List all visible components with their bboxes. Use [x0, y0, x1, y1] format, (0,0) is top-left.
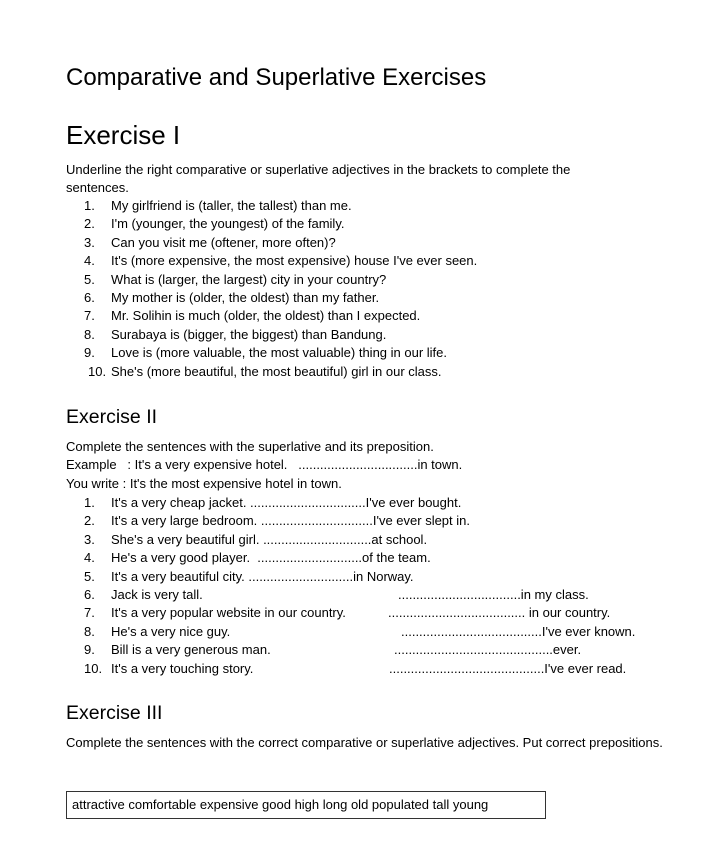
list-item [66, 660, 706, 678]
item-sentence: It's a very touching story. [111, 660, 254, 676]
item-sentence: It's a very popular website in our country. [111, 605, 346, 621]
exercise-3-instruction: Complete the sentences with the correct comparative or superlative adjectives. Put correct prepositions. [66, 735, 663, 750]
list-item [66, 344, 477, 362]
item-text: My girlfriend is (taller, the tallest) than me. [111, 198, 352, 213]
list-item [66, 494, 706, 512]
list-item [66, 531, 706, 549]
item-number: 8. [84, 623, 95, 639]
item-answer-blank: ..............................at school. [263, 531, 428, 547]
item-number: 2. [84, 216, 95, 232]
exercise-3-heading: Exercise III [66, 702, 163, 724]
list-item [66, 549, 706, 567]
list-item [66, 326, 477, 344]
list-item [66, 215, 477, 233]
item-number: 7. [84, 605, 95, 621]
item-text: What is (larger, the largest) city in your country? [111, 271, 387, 287]
word-box: attractive comfortable expensive good high long old populated tall young [66, 791, 546, 819]
list-item [66, 271, 477, 289]
list-item [66, 363, 477, 381]
item-number: 9. [84, 642, 95, 658]
exercise-1-instruction: Underline the right comparative or superlative adjectives in the brackets to complete the sentences. [66, 162, 571, 196]
item-number: 5. [84, 271, 95, 287]
item-answer-blank: ............................................ever. [394, 642, 582, 658]
item-number: 9. [84, 345, 95, 361]
item-answer-blank: ..................................in my class. [398, 586, 589, 602]
item-number: 1. [84, 495, 95, 510]
item-number: 10. [88, 363, 107, 379]
item-number: 3. [84, 531, 95, 547]
item-sentence: It's a very cheap jacket. [111, 495, 251, 510]
item-number: 4. [84, 550, 95, 566]
list-item [66, 234, 477, 252]
list-item [66, 512, 706, 530]
item-number: 10. [84, 660, 103, 676]
list-item [66, 252, 477, 270]
item-number: 1. [84, 198, 95, 213]
item-text: It's (more expensive, the most expensive) house I've ever seen. [111, 253, 478, 269]
item-text: Mr. Solihin is much (older, the oldest) than I expected. [111, 308, 421, 324]
list-item [66, 604, 706, 622]
list-item [66, 289, 477, 307]
item-answer-blank: ...................................... in our country. [388, 605, 611, 621]
item-text: Surabaya is (bigger, the biggest) than Bandung. [111, 326, 387, 342]
item-number: 8. [84, 326, 95, 342]
item-text: Can you visit me (oftener, more often)? [111, 234, 336, 250]
exercise-2-you-write: You write : It's the most expensive hotel in town. [66, 475, 342, 491]
exercise-2-list [66, 494, 706, 678]
exercise-1-list [66, 197, 477, 381]
item-sentence: It's a very beautiful city. [111, 568, 249, 584]
item-number: 3. [84, 234, 95, 250]
list-item [66, 586, 706, 604]
item-number: 5. [84, 568, 95, 584]
item-number: 6. [84, 586, 95, 602]
exercise-2-heading: Exercise II [66, 406, 158, 428]
exercise-2-intro [66, 438, 666, 493]
exercise-2-instruction: Complete the sentences with the superlative and its preposition. [66, 439, 434, 454]
item-sentence: He's a very good player. [111, 550, 258, 566]
item-answer-blank: ...............................I've ever slept in. [260, 513, 470, 529]
item-answer-blank: ................................I've ever bought. [250, 495, 462, 510]
item-number: 7. [84, 308, 95, 324]
exercise-2-example: Example : It's a very expensive hotel. .................................in town. [66, 457, 463, 473]
item-text: My mother is (older, the oldest) than my father. [111, 289, 380, 305]
list-item [66, 307, 477, 325]
item-sentence: He's a very nice guy. [111, 623, 231, 639]
list-item [66, 197, 477, 215]
item-text: I'm (younger, the youngest) of the family. [111, 216, 345, 232]
exercise-1-heading: Exercise I [66, 120, 181, 150]
item-answer-blank: ...........................................I've ever read. [389, 660, 627, 676]
item-number: 6. [84, 289, 95, 305]
document-title: Comparative and Superlative Exercises [66, 64, 487, 91]
item-number: 4. [84, 253, 95, 269]
list-item [66, 641, 706, 659]
item-number: 2. [84, 513, 95, 529]
item-text: She's (more beautiful, the most beautiful) girl in our class. [111, 363, 442, 379]
item-sentence: It's a very large bedroom. [111, 513, 261, 529]
item-sentence: Jack is very tall. [111, 586, 203, 602]
item-answer-blank: .............................of the team. [257, 550, 431, 566]
item-sentence: She's a very beautiful girl. [111, 531, 264, 547]
list-item [66, 568, 706, 586]
item-answer-blank: .............................in Norway. [248, 568, 414, 584]
item-sentence: Bill is a very generous man. [111, 642, 271, 658]
item-text: Love is (more valuable, the most valuable) thing in our life. [111, 345, 448, 361]
item-answer-blank: .......................................I've ever known. [401, 623, 636, 639]
list-item [66, 623, 706, 641]
